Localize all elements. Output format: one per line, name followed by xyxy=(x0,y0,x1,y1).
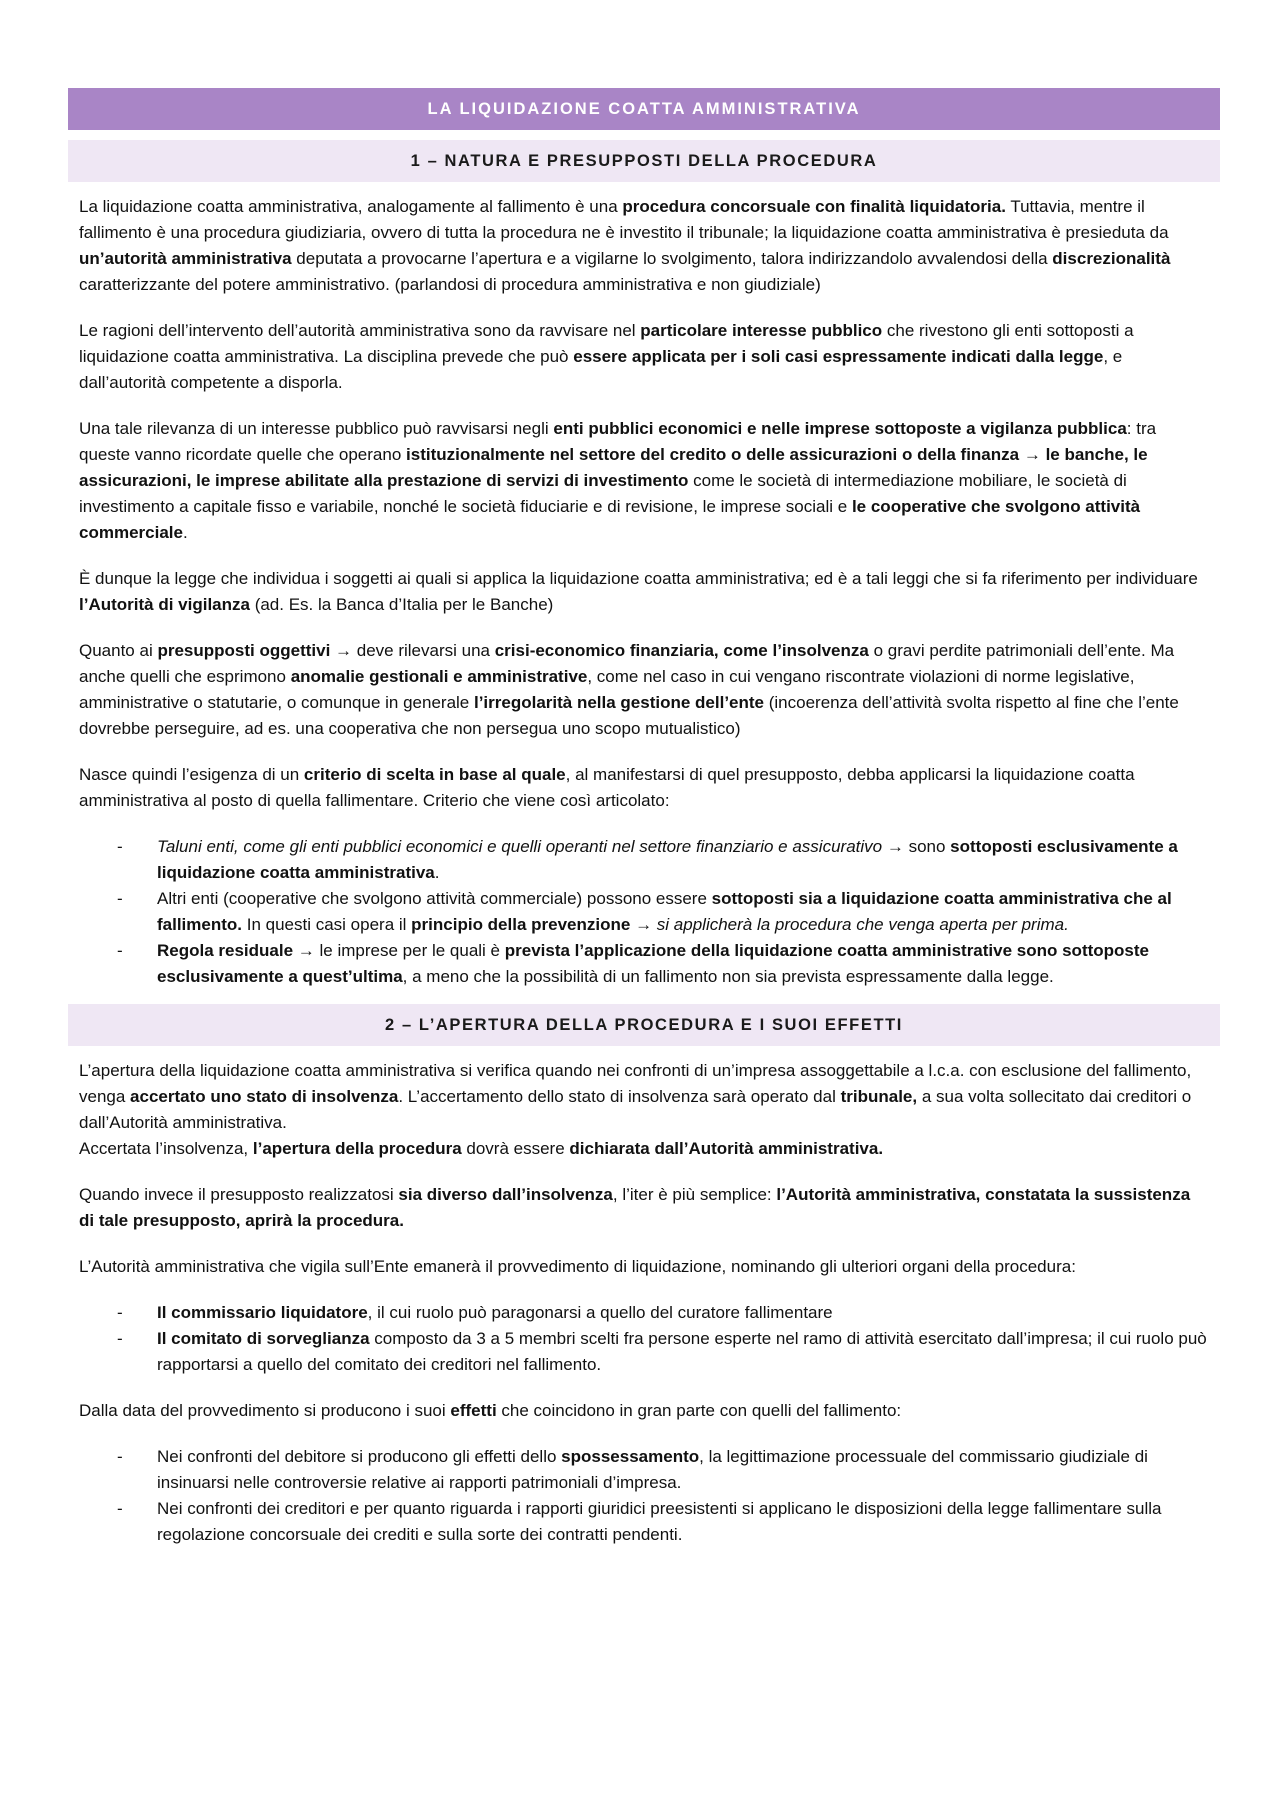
list-item: - Nei confronti del debitore si producono gli effetti dello spossessamento, la legittimazione processuale del commissario giudiziale di insinuarsi nelle controversie relative ai rapporti patrimoniali d’impresa. xyxy=(79,1444,1209,1496)
list-item: - Il commissario liquidatore, il cui ruolo può paragonarsi a quello del curatore fallimentare xyxy=(79,1300,1209,1326)
bullet-dash: - xyxy=(117,1303,123,1322)
section-2-heading: 2 – L’APERTURA DELLA PROCEDURA E I SUOI EFFETTI xyxy=(68,1004,1220,1046)
paragraph: Dalla data del provvedimento si producono i suoi effetti che coincidono in gran parte con quelli del fallimento: xyxy=(79,1401,902,1420)
bullet-dash: - xyxy=(117,837,123,856)
paragraph: La liquidazione coatta amministrativa, analogamente al fallimento è una procedura concorsuale con finalità liquidatoria. Tuttavia, mentre il fallimento è una procedura giudiziaria, ovvero di tutta la procedura ne è investito il tribunale; la liquidazione coatta amministrativa è presieduta da un’autorità amministrativa deputata a provocarne l’apertura e a vigilarne lo svolgimento, talora indirizzandolo avvalendosi della discrezionalità caratterizzante del potere amministrativo. (parlandosi di procedura amministrativa e non giudiziale) xyxy=(79,197,1171,294)
list-item: - Regola residuale → le imprese per le quali è prevista l’applicazione della liquidazione coatta amministrative sono sottoposte esclusivamente a quest’ultima, a meno che la possibilità di un fallimento non sia prevista espressamente dalla legge. xyxy=(79,938,1209,990)
bullet-dash: - xyxy=(117,1329,123,1348)
list-item: - Taluni enti, come gli enti pubblici economici e quelli operanti nel settore finanziario e assicurativo → sono sottoposti esclusivamente a liquidazione coatta amministrativa. xyxy=(79,834,1209,886)
bullet-dash: - xyxy=(117,941,123,960)
bullet-dash: - xyxy=(117,889,123,908)
bullet-dash: - xyxy=(117,1499,123,1518)
section-1-content xyxy=(68,194,1220,990)
paragraph: L’apertura della liquidazione coatta amministrativa si verifica quando nei confronti di un’impresa assoggettabile a l.c.a. con esclusione del fallimento, venga accertato uno stato di insolvenza. L’accertamento dello stato di insolvenza sarà operato dal tribunale, a sua volta sollecitato dai creditori o dall’Autorità amministrativa. xyxy=(79,1061,1192,1132)
arrow-right-icon: → xyxy=(882,837,909,856)
document-title: LA LIQUIDAZIONE COATTA AMMINISTRATIVA xyxy=(68,88,1220,130)
paragraph: L’Autorità amministrativa che vigila sull’Ente emanerà il provvedimento di liquidazione, nominando gli ulteriori organi della procedura: xyxy=(79,1257,1076,1276)
list-item: - Nei confronti dei creditori e per quanto riguarda i rapporti giuridici preesistenti si applicano le disposizioni della legge fallimentare sulla regolazione concorsuale dei crediti e sulla sorte dei contratti pendenti. xyxy=(79,1496,1209,1548)
paragraph: È dunque la legge che individua i soggetti ai quali si applica la liquidazione coatta amministrativa; ed è a tali leggi che si fa riferimento per individuare l’Autorità di vigilanza (ad. Es. la Banca d’Italia per le Banche) xyxy=(79,569,1198,614)
organs-list xyxy=(79,1300,1209,1378)
bullet-dash: - xyxy=(117,1447,123,1466)
paragraph: Accertata l’insolvenza, l’apertura della procedura dovrà essere dichiarata dall’Autorità amministrativa. xyxy=(79,1139,884,1158)
section-1-heading: 1 – NATURA E PRESUPPOSTI DELLA PROCEDURA xyxy=(68,140,1220,182)
effects-list xyxy=(79,1444,1209,1548)
list-item: - Il comitato di sorveglianza composto da 3 a 5 membri scelti fra persone esperte nel ramo di attività esercitato dall’impresa; il cui ruolo può rapportarsi a quello del comitato dei creditori nel fallimento. xyxy=(79,1326,1209,1378)
paragraph: Nasce quindi l’esigenza di un criterio di scelta in base al quale, al manifestarsi di quel presupposto, debba applicarsi la liquidazione coatta amministrativa al posto di quella fallimentare. Criterio che viene così articolato: xyxy=(79,765,1135,810)
arrow-right-icon: → xyxy=(630,915,657,934)
document-page xyxy=(68,88,1220,1548)
arrow-right-icon: → xyxy=(330,641,357,660)
list-item: - Altri enti (cooperative che svolgono attività commerciale) possono essere sottoposti sia a liquidazione coatta amministrativa che al fallimento. In questi casi opera il principio della prevenzione → si applicherà la procedura che venga aperta per prima. xyxy=(79,886,1209,938)
paragraph: Quanto ai presupposti oggettivi → deve rilevarsi una crisi-economico finanziaria, come l’insolvenza o gravi perdite patrimoniali dell’ente. Ma anche quelli che esprimono anomalie gestionali e amministrative, come nel caso in cui vengano riscontrate violazioni di norme legislative, amministrative o statutarie, o comunque in generale l’irregolarità nella gestione dell’ente (incoerenza dell’attività svolta rispetto al fine che l’ente dovrebbe perseguire, ad es. una cooperativa che non persegua uno scopo mutualistico) xyxy=(79,641,1179,738)
paragraph: Quando invece il presupposto realizzatosi sia diverso dall’insolvenza, l’iter è più semplice: l’Autorità amministrativa, constatata la sussistenza di tale presupposto, aprirà la procedura. xyxy=(79,1185,1191,1230)
paragraph: Una tale rilevanza di un interesse pubblico può ravvisarsi negli enti pubblici economici e nelle imprese sottoposte a vigilanza pubblica: tra queste vanno ricordate quelle che operano istituzionalmente nel settore del credito o delle assicurazioni o della finanza → le banche, le assicurazioni, le imprese abilitate alla prestazione di servizi di investimento come le società di intermediazione mobiliare, le società di investimento a capitale fisso e variabile, nonché le società fiduciarie e di revisione, le imprese sociali e le cooperative che svolgono attività commerciale. xyxy=(79,419,1157,542)
paragraph: Le ragioni dell’intervento dell’autorità amministrativa sono da ravvisare nel particolare interesse pubblico che rivestono gli enti sottoposti a liquidazione coatta amministrativa. La disciplina prevede che può essere applicata per i soli casi espressamente indicati dalla legge, e dall’autorità competente a disporla. xyxy=(79,321,1134,392)
criteria-list xyxy=(79,834,1209,990)
section-2-content xyxy=(68,1058,1220,1548)
arrow-right-icon: → xyxy=(1019,445,1046,464)
arrow-right-icon: → xyxy=(293,941,320,960)
